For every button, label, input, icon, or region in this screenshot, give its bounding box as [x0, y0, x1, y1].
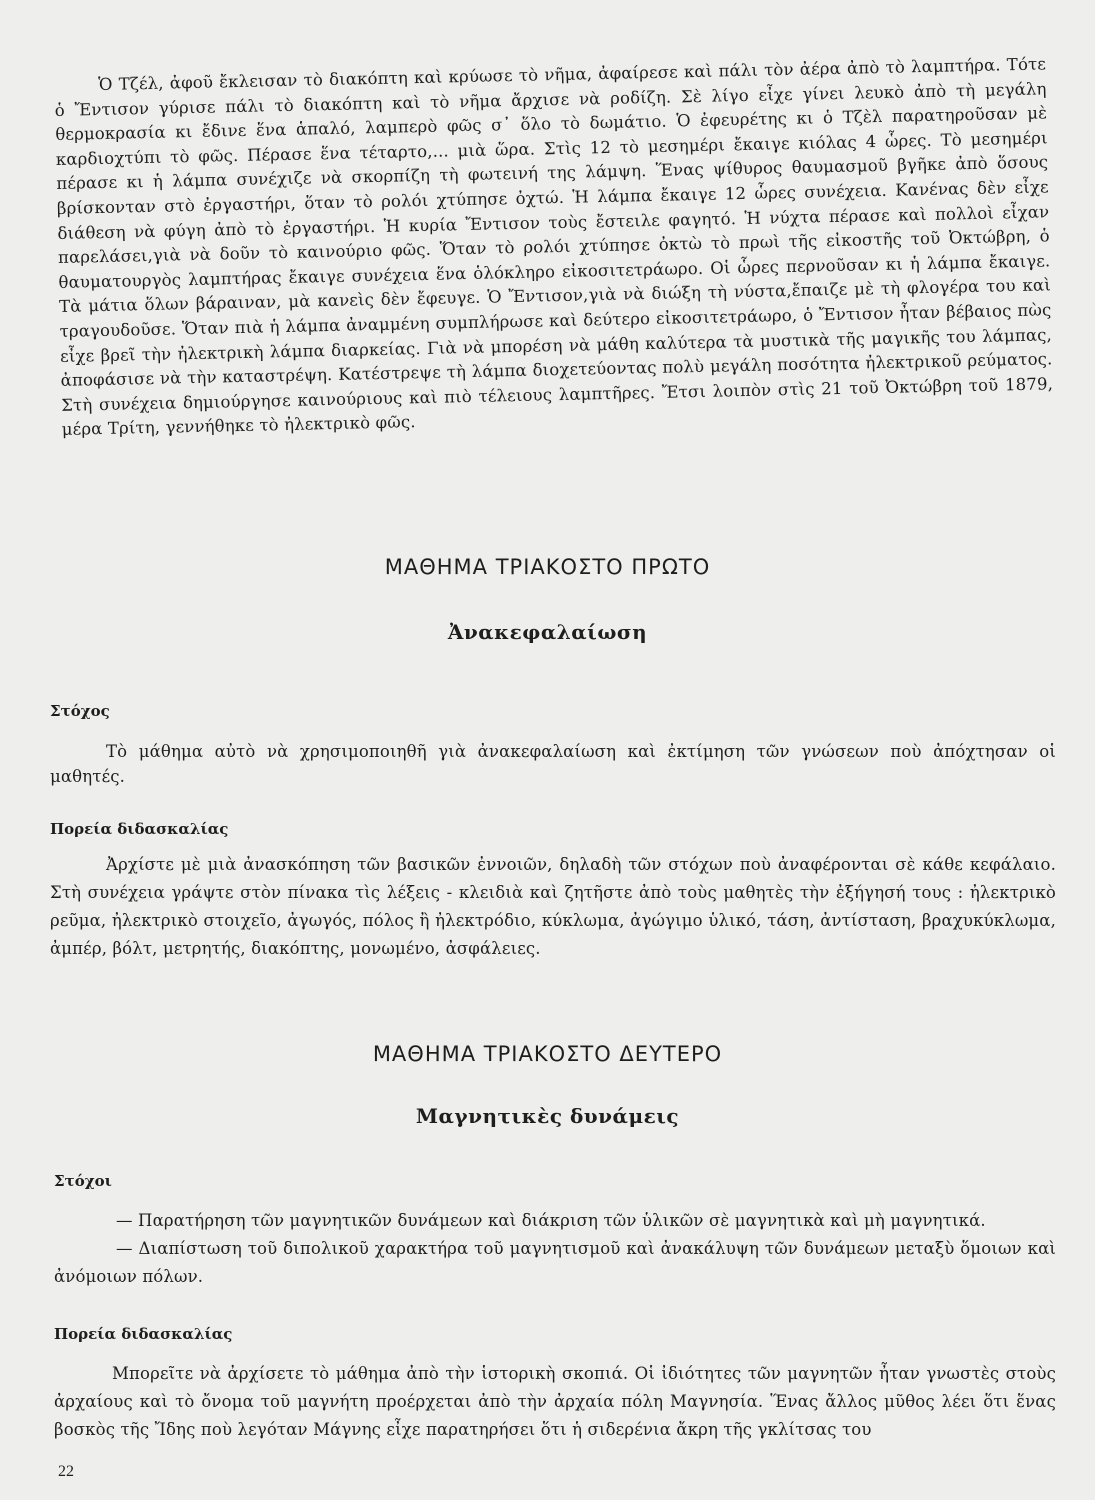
lesson-32-title: ΜΑΘΗΜΑ ΤΡΙΑΚΟΣΤΟ ΔΕΥΤΕΡΟ — [372, 1042, 723, 1066]
lesson-31-procedure-label: Πορεία διδασκαλίας — [50, 820, 229, 838]
lesson-32-procedure-label: Πορεία διδασκαλίας — [54, 1325, 233, 1343]
intro-paragraph: Ὁ Τζέλ, ἀφοῦ ἔκλεισαν τὸ διακόπτη καὶ κρύωσε τὸ νῆμα, ἀφαίρεσε καὶ πάλι τὸν ἀέρα ἀπὸ τὸ λαμπτήρα. Τότε ὁ Ἔντισον γύρισε πάλι τὸ διακόπτη καὶ τὸ νῆμα ἄρχισε νὰ ροδίζη. Σὲ λίγο εἶχε γίνει λευκὸ ἀπὸ τὴ μεγάλη θερμοκρασία κι ἔδινε ἕνα ἁπαλό, λαμπερὸ φῶς σ᾽ ὅλο τὸ δωμάτιο. Ὁ ἐφευρέτης κι ὁ Τζὲλ παρατηροῦσαν μὲ καρδιοχτύπι τὸ φῶς. Πέρασε ἕνα τέταρτο,... μιὰ ὥρα. Στὶς 12 τὸ μεσημέρι ἔκαιγε κιόλας 4 ὧρες. Τὸ μεσημέρι πέρασε κι ἡ λάμπα συνέχιζε νὰ σκορπίζη τὴ φωτεινή της λάμψη. Ἕνας ψίθυρος θαυμασμοῦ βγῆκε ἀπὸ ὅσους βρίσκονταν στὸ ἐργαστήρι, ὅταν τὸ ρολόι χτύπησε ὀχτώ. Ἡ λάμπα ἔκαιγε 12 ὧρες συνέχεια. Κανένας δὲν εἶχε διάθεση νὰ φύγη ἀπὸ τὸ ἐργαστήρι. Ἡ κυρία Ἔντισον τοὺς ἔστειλε φαγητό. Ἡ νύχτα πέρασε καὶ πολλοὶ εἶχαν παρελάσει,γιὰ νὰ δοῦν τὸ καινούριο φῶς. Ὅταν τὸ ρολόι χτύπησε ὀκτὼ τὸ πρωὶ τῆς εἰκοστῆς τοῦ Ὀκτώβρη, ὁ θαυματουργὸς λαμπτήρας ἔκαιγε συνέχεια ἕνα ὁλόκληρο εἰκοσιτετράωρο. Οἱ ὧρες περνοῦσαν κι ἡ λάμπα ἔκαιγε. Τὰ μάτια ὅλων βάραιναν, μὰ κανεὶς δὲν ἔφευγε. Ὁ Ἔντισον,γιὰ νὰ διώξη τὴ νύστα,ἔπαιζε μὲ τὴ φλογέρα του καὶ τραγουδοῦσε. Ὅταν πιὰ ἡ λάμπα ἀναμμένη συμπλήρωσε καὶ δεύτερο εἰκοσιτετράωρο, ὁ Ἔντισον ἦταν βέβαιος πὼς εἶχε βρεῖ τὴν ἠλεκτρικὴ λάμπα διαρκείας. Γιὰ νὰ μπορέση νὰ μάθη καλύτερα τὰ μυστικὰ τῆς μαγικῆς του λάμπας, ἀποφάσισε νὰ τὴν καταστρέψη. Κατέστρεψε τὴ λάμπα διοχετεύοντας πολὺ μεγάλη ποσότητα ἠλεκτρικοῦ ρεύματος. Στὴ συνέχεια δημιούργησε καινούριους καὶ πιὸ τέλειους λαμπτῆρες. Ἔτσι λοιπὸν στὶς 21 τοῦ Ὀκτώβρη τοῦ 1879, μέρα Τρίτη, γεννήθηκε τὸ ἠλεκτρικὸ φῶς. — [54, 54, 1054, 440]
lesson-31-title: ΜΑΘΗΜΑ ΤΡΙΑΚΟΣΤΟ ΠΡΩΤΟ — [384, 555, 711, 579]
lesson-32-subtitle: Μαγνητικὲς δυνάμεις — [415, 1104, 680, 1128]
lesson-31-goal-label: Στόχος — [50, 702, 110, 720]
lesson-32-goals-label: Στόχοι — [54, 1172, 112, 1190]
lesson-31-procedure-text: Ἀρχίστε μὲ μιὰ ἀνασκόπηση τῶν βασικῶν ἐννοιῶν, δηλαδὴ τῶν στόχων ποὺ ἀναφέρονται σὲ κάθε κεφάλαιο. Στὴ συνέχεια γράψτε στὸν πίνακα τὶς λέξεις - κλειδιὰ καὶ ζητῆστε ἀπὸ τοὺς μαθητὲς τὴν ἐξήγησή τους : ἠλεκτρικὸ ρεῦμα, ἠλεκτρικὸ στοιχεῖο, ἀγωγός, πόλος ἢ ἠλεκτρόδιο, κύκλωμα, ἀγώγιμο ὑλικό, τάση, ἀντίσταση, βραχυκύκλωμα, ἀμπέρ, βόλτ, μετρητής, διακόπτης, μονωμένο, ἀσφάλειες. — [50, 855, 1056, 958]
lesson-32-goals-list — [54, 1207, 1056, 1291]
goal-item: — Διαπίστωση τοῦ διπολικοῦ χαρακτήρα τοῦ μαγνητισμοῦ καὶ ἀνακάλυψη τῶν δυνάμεων μεταξὺ ὅμοιων καὶ ἀνόμοιων πόλων. — [54, 1239, 1056, 1286]
goal-item: — Παρατήρηση τῶν μαγνητικῶν δυνάμεων καὶ διάκριση τῶν ὑλικῶν σὲ μαγνητικὰ καὶ μὴ μαγνητικά. — [116, 1211, 986, 1230]
page-number: 22 — [58, 1463, 74, 1480]
lesson-31-goal-text: Τὸ μάθημα αὐτὸ νὰ χρησιμοποιηθῆ γιὰ ἀνακεφαλαίωση καὶ ἐκτίμηση τῶν γνώσεων ποὺ ἀπόχτησαν οἱ μαθητές. — [50, 742, 1056, 786]
lesson-31-subtitle: Ἀνακεφαλαίωση — [447, 620, 648, 644]
lesson-32-procedure-text: Μπορεῖτε νὰ ἀρχίσετε τὸ μάθημα ἀπὸ τὴν ἱστορικὴ σκοπιά. Οἱ ἰδιότητες τῶν μαγνητῶν ἦταν γνωστὲς στοὺς ἀρχαίους καὶ τὸ ὄνομα τοῦ μαγνήτη προέρχεται ἀπὸ τὴν ἀρχαία πόλη Μαγνησία. Ἕνας ἄλλος μῦθος λέει ὅτι ἕνας βοσκὸς τῆς Ἴδης ποὺ λεγόταν Μάγνης εἶχε παρατηρήσει ὅτι ἡ σιδερένια ἄκρη τῆς γκλίτσας του — [54, 1364, 1056, 1439]
